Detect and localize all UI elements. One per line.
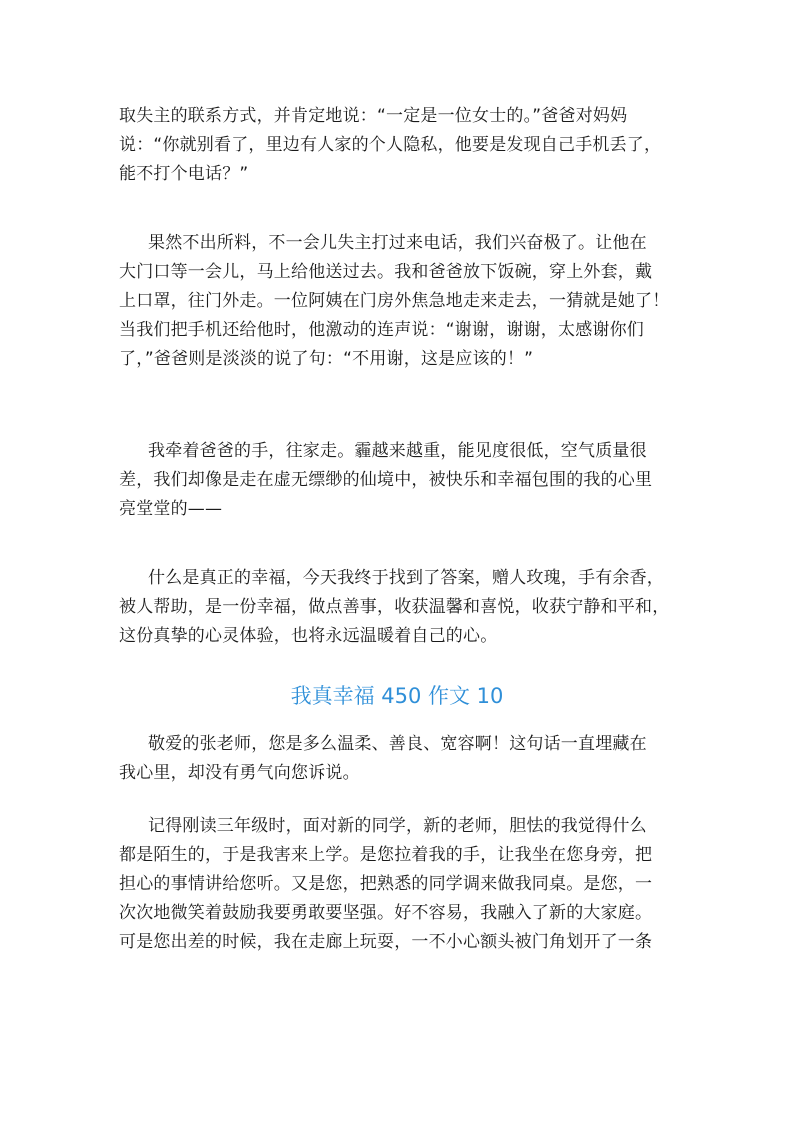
text-line: 能不打个电话？” xyxy=(119,164,249,184)
text-line: 了，”爸爸则是淡淡的说了句：“不用谢，这是应该的！” xyxy=(119,349,534,369)
text-line: 担心的事情讲给您听。又是您，把熟悉的同学调来做我同桌。是您，一 xyxy=(119,874,653,894)
text-line: 我牵着爸爸的手，往家走。霾越来越重，能见度很低，空气质量很 xyxy=(148,441,647,461)
text-line: 可是您出差的时候，我在走廊上玩耍，一不小心额头被门角划开了一条 xyxy=(119,932,653,952)
text-line: 亮堂堂的—— xyxy=(119,499,223,519)
paragraph xyxy=(119,564,675,651)
text-line: 都是陌生的，于是我害来上学。是您拉着我的手，让我坐在您身旁，把 xyxy=(119,845,653,865)
section-1-body xyxy=(119,437,675,524)
text-line: 次次地微笑着鼓励我要勇敢要坚强。好不容易，我融入了新的大家庭。 xyxy=(119,903,653,923)
text-line: 这份真挚的心灵体验，也将永远温暖着自己的心。 xyxy=(119,626,498,646)
text-line: 我心里，却没有勇气向您诉说。 xyxy=(119,763,360,783)
section-1-body xyxy=(119,229,675,374)
section-1-body xyxy=(119,564,675,651)
text-line: 敬爱的张老师，您是多么温柔、善良、宽容啊！这句话一直埋藏在 xyxy=(148,734,647,754)
section-title: 我真幸福 450 作文 10 xyxy=(290,684,504,708)
text-line: 大门口等一会儿，马上给他送过去。我和爸爸放下饭碗，穿上外套，戴 xyxy=(119,262,653,282)
text-line: 记得刚读三年级时，面对新的同学，新的老师，胆怯的我觉得什么 xyxy=(148,816,647,836)
paragraph xyxy=(119,437,675,524)
text-line: 说：“你就别看了，里边有人家的个人隐私，他要是发现自己手机丢了， xyxy=(119,135,662,155)
text-line: 取失主的联系方式，并肯定地说：“一定是一位女士的。”爸爸对妈妈 xyxy=(119,106,628,126)
paragraph xyxy=(119,229,675,374)
section-2-body xyxy=(119,812,675,957)
text-line: 果然不出所料，不一会儿失主打过来电话，我们兴奋极了。让他在 xyxy=(148,233,647,253)
paragraph xyxy=(119,102,675,189)
paragraph xyxy=(119,812,675,957)
text-line: 什么是真正的幸福，今天我终于找到了答案，赠人玫瑰，手有余香， xyxy=(148,568,664,588)
text-line: 差，我们却像是走在虚无缥缈的仙境中，被快乐和幸福包围的我的心里 xyxy=(119,470,653,490)
text-line: 被人帮助，是一份幸福，做点善事，收获温馨和喜悦，收获宁静和平和， xyxy=(119,597,670,617)
section-1-body xyxy=(119,102,675,189)
paragraph xyxy=(119,730,675,788)
section-2-body xyxy=(119,730,675,788)
text-line: 当我们把手机还给他时，他激动的连声说：“谢谢，谢谢，太感谢你们 xyxy=(119,320,645,340)
text-line: 上口罩，往门外走。一位阿姨在门房外焦急地走来走去，一猜就是她了！ xyxy=(119,291,670,311)
